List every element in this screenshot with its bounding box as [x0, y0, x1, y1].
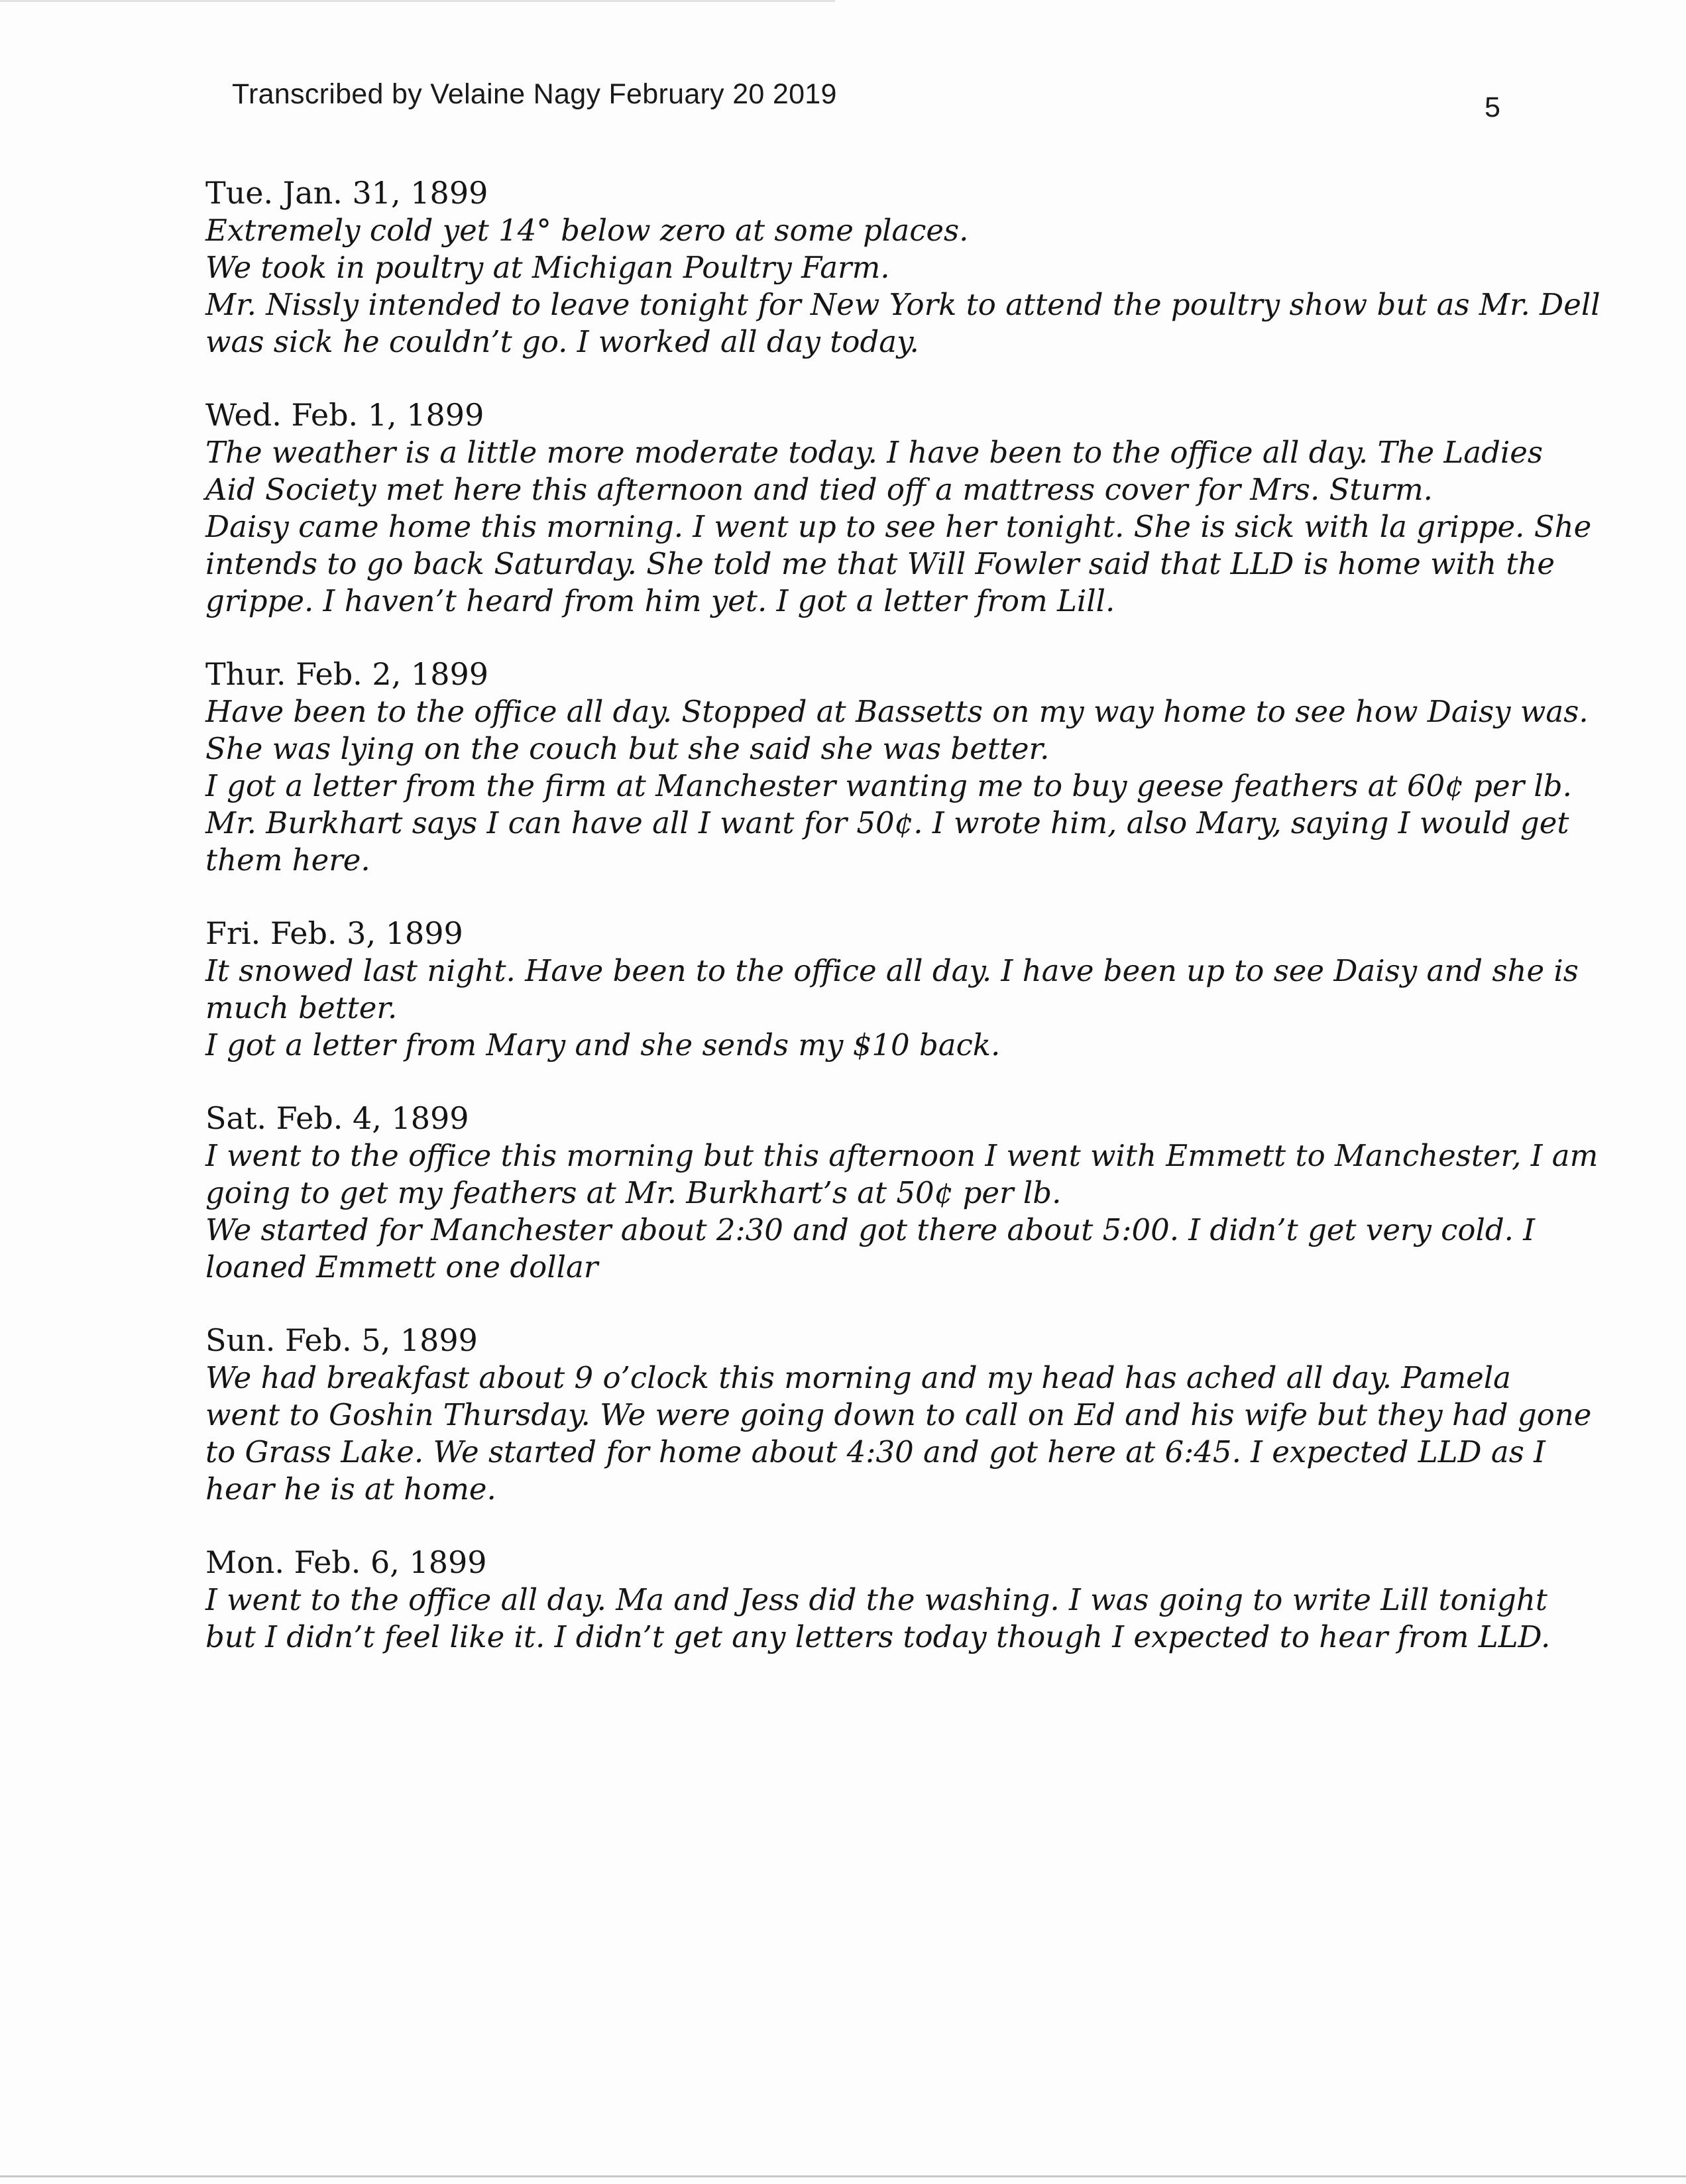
entry-text-line: much better. — [205, 990, 398, 1025]
entry-text-line: Mr. Nissly intended to leave tonight for New York to attend the poultry show but as Mr. Dell — [205, 287, 1601, 322]
entry-text-line: Have been to the office all day. Stopped at Bassetts on my way home to see how Daisy was. — [205, 694, 1589, 729]
scan-edge-top — [0, 0, 835, 2]
entry-date: Thur. Feb. 2, 1899 — [205, 656, 489, 692]
diary-entry — [205, 655, 1589, 879]
entry-text-line: was sick he couldn’t go. I worked all day today. — [205, 324, 919, 359]
entry-text-line: going to get my feathers at Mr. Burkhart’s at 50¢ per lb. — [205, 1175, 1062, 1210]
entry-text-line: went to Goshin Thursday. We were going down to call on Ed and his wife but they had gone — [205, 1397, 1592, 1432]
entry-date: Fri. Feb. 3, 1899 — [205, 915, 463, 951]
entry-date: Mon. Feb. 6, 1899 — [205, 1544, 487, 1580]
entry-text-line: loaned Emmett one dollar — [205, 1249, 598, 1285]
entry-text-line: Mr. Burkhart says I can have all I want for 50¢. I wrote him, also Mary, saying I would get — [205, 805, 1569, 840]
diary-entry — [205, 1321, 1592, 1508]
diary-entry — [205, 1099, 1599, 1286]
entry-text-line: The weather is a little more moderate today. I have been to the office all day. The Ladies — [205, 435, 1544, 470]
entry-text-line: them here. — [205, 842, 370, 878]
entry-text-line: but I didn’t feel like it. I didn’t get any letters today though I expected to hear from LLD. — [205, 1619, 1551, 1654]
entry-text-line: hear he is at home. — [205, 1471, 496, 1507]
entry-text-line: Daisy came home this morning. I went up to see her tonight. She is sick with la grippe. She — [205, 509, 1592, 544]
entry-date: Sun. Feb. 5, 1899 — [205, 1322, 478, 1358]
entry-text-line: grippe. I haven’t heard from him yet. I got a letter from Lill. — [205, 583, 1115, 618]
transcriber-header: Transcribed by Velaine Nagy February 20 2019 — [232, 78, 837, 110]
entry-date: Wed. Feb. 1, 1899 — [205, 397, 484, 433]
entry-text-line: I got a letter from Mary and she sends my $10 back. — [205, 1027, 1001, 1063]
entry-text-line: Aid Society met here this afternoon and tied off a mattress cover for Mrs. Sturm. — [205, 472, 1433, 507]
entry-text-line: to Grass Lake. We started for home about 4:30 and got here at 6:45. I expected LLD as I — [205, 1434, 1546, 1469]
entry-date: Tue. Jan. 31, 1899 — [205, 175, 488, 211]
entry-text-line: She was lying on the couch but she said she was better. — [205, 731, 1050, 766]
diary-entry — [205, 1543, 1551, 1656]
entry-text-line: We took in poultry at Michigan Poultry Farm. — [205, 250, 890, 285]
entry-text-line: I got a letter from the firm at Manchester wanting me to buy geese feathers at 60¢ per lb. — [205, 768, 1572, 803]
entry-text-line: We started for Manchester about 2:30 and got there about 5:00. I didn’t get very cold. I — [205, 1212, 1536, 1247]
entry-text-line: intends to go back Saturday. She told me that Will Fowler said that LLD is home with the — [205, 546, 1555, 581]
diary-entry — [205, 914, 1579, 1064]
entry-text-line: I went to the office all day. Ma and Jess did the washing. I was going to write Lill tonight — [205, 1582, 1547, 1617]
diary-entry — [205, 174, 1601, 361]
entry-text-line: Extremely cold yet 14° below zero at some places. — [205, 213, 969, 248]
diary-entry — [205, 396, 1592, 620]
diary-entries — [205, 174, 1601, 1691]
entry-text-line: We had breakfast about 9 o’clock this morning and my head has ached all day. Pamela — [205, 1360, 1511, 1395]
entry-date: Sat. Feb. 4, 1899 — [205, 1100, 469, 1136]
scan-edge-bottom — [0, 2175, 1686, 2177]
page-number: 5 — [1485, 91, 1500, 123]
entry-text-line: It snowed last night. Have been to the office all day. I have been up to see Daisy and she is — [205, 953, 1579, 988]
entry-text-line: I went to the office this morning but this afternoon I went with Emmett to Manchester, I am — [205, 1138, 1599, 1173]
